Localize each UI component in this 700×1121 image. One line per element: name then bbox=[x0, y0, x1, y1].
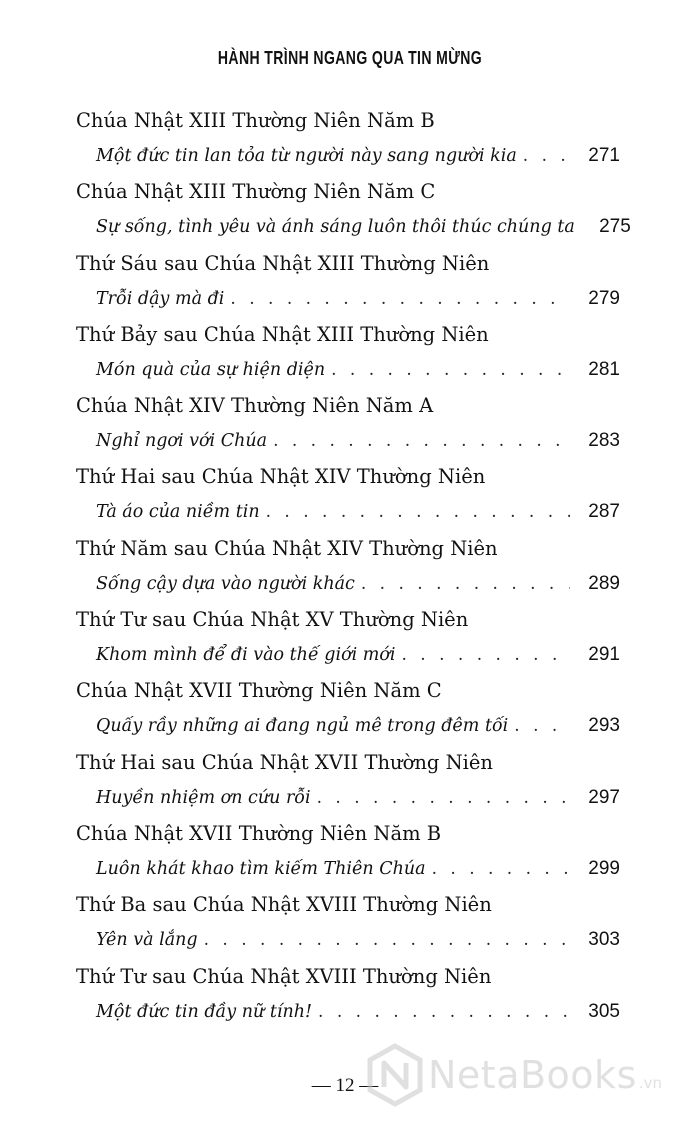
toc-entry-line bbox=[96, 355, 620, 385]
toc-entry-page: 281 bbox=[588, 358, 620, 380]
page-number: — 12 — bbox=[311, 1075, 379, 1096]
toc-entry bbox=[0, 106, 700, 177]
toc-entry bbox=[0, 249, 700, 320]
dot-leader bbox=[267, 431, 570, 451]
toc-entry-line bbox=[96, 212, 631, 242]
toc-entry-title: Thứ Hai sau Chúa Nhật XVII Thường Niên bbox=[76, 750, 493, 774]
toc-entry-line bbox=[96, 854, 620, 884]
toc-entry-line bbox=[96, 640, 620, 670]
toc-entry-line bbox=[96, 141, 620, 171]
toc-entry bbox=[0, 890, 700, 961]
toc-entry-page: 297 bbox=[588, 786, 620, 808]
toc-entry bbox=[0, 962, 700, 1033]
toc-entry-title: Thứ Năm sau Chúa Nhật XIV Thường Niên bbox=[76, 536, 498, 560]
toc-entry-line bbox=[96, 997, 620, 1027]
toc-entry-title: Chúa Nhật XIV Thường Niên Năm A bbox=[76, 394, 434, 418]
dot-leader bbox=[311, 788, 570, 808]
toc-entry-subtitle: Sống cậy dựa vào người khác bbox=[96, 573, 355, 594]
toc-entry-title: Thứ Ba sau Chúa Nhật XVIII Thường Niên bbox=[76, 893, 492, 917]
toc-entry-subtitle: Nghỉ ngơi với Chúa bbox=[96, 431, 268, 452]
toc-entry-title: Chúa Nhật XIII Thường Niên Năm B bbox=[76, 109, 435, 132]
toc-entry-line bbox=[96, 426, 620, 456]
toc-entry-subtitle: Tà áo của niềm tin bbox=[96, 502, 260, 523]
toc-entry-page: 293 bbox=[588, 715, 620, 737]
toc-entry bbox=[0, 177, 700, 248]
toc-entry-subtitle: Sự sống, tình yêu và ánh sáng luôn thôi thúc chúng ta bbox=[96, 217, 575, 238]
toc-entry-title: Thứ Tư sau Chúa Nhật XVIII Thường Niên bbox=[76, 964, 492, 988]
toc-entry bbox=[0, 605, 700, 676]
dot-leader bbox=[396, 645, 571, 665]
toc-entry-line bbox=[96, 569, 620, 599]
dot-leader bbox=[198, 930, 570, 950]
toc-entry-subtitle: Một đức tin đầy nữ tính! bbox=[96, 1001, 313, 1022]
watermark-brand: NetaBooks bbox=[428, 1053, 637, 1097]
toc-entry-subtitle: Quấy rầy những ai đang ngủ mê trong đêm tối bbox=[96, 716, 509, 737]
toc-entry-line bbox=[96, 925, 620, 955]
toc-entry bbox=[0, 748, 700, 819]
toc-entry-page: 305 bbox=[588, 1000, 620, 1022]
toc-entry-line bbox=[96, 783, 620, 813]
toc-entry bbox=[0, 462, 700, 533]
watermark bbox=[366, 1040, 662, 1110]
toc-entry-line bbox=[96, 711, 620, 741]
toc-entry-subtitle: Món quà của sự hiện diện bbox=[96, 359, 326, 380]
dot-leader bbox=[325, 360, 570, 380]
toc-entry-title: Thứ Sáu sau Chúa Nhật XIII Thường Niên bbox=[76, 251, 490, 275]
dot-leader bbox=[517, 146, 570, 166]
running-header: HÀNH TRÌNH NGANG QUA TIN MỪNG bbox=[217, 48, 483, 68]
toc-entry-subtitle: Một đức tin lan tỏa từ người này sang người kia bbox=[96, 146, 517, 166]
dot-leader bbox=[260, 502, 570, 522]
toc-entry-line bbox=[96, 497, 620, 527]
toc-entry bbox=[0, 676, 700, 747]
toc-entry-subtitle: Yên và lắng bbox=[96, 930, 198, 951]
toc-entry-title: Chúa Nhật XIII Thường Niên Năm C bbox=[76, 180, 436, 204]
hexagon-n-logo-icon bbox=[366, 1043, 424, 1107]
toc-entry bbox=[0, 320, 700, 391]
toc-entry-page: 275 bbox=[599, 216, 631, 238]
toc-entry-page: 289 bbox=[588, 572, 620, 594]
watermark-tld: .vn bbox=[638, 1074, 663, 1092]
toc-entry-subtitle: Khom mình để đi vào thế giới mới bbox=[96, 645, 396, 666]
toc-entry-page: 279 bbox=[588, 287, 620, 309]
toc-entry bbox=[0, 391, 700, 462]
table-of-contents bbox=[0, 106, 700, 1033]
toc-entry-line bbox=[96, 284, 620, 314]
toc-entry-page: 283 bbox=[588, 430, 620, 452]
toc-entry-title: Chúa Nhật XVII Thường Niên Năm C bbox=[76, 679, 442, 703]
toc-entry-page: 299 bbox=[588, 857, 620, 879]
toc-entry-title: Thứ Tư sau Chúa Nhật XV Thường Niên bbox=[76, 608, 469, 632]
toc-entry-title: Chúa Nhật XVII Thường Niên Năm B bbox=[76, 821, 442, 845]
toc-entry bbox=[0, 534, 700, 605]
toc-entry-subtitle: Luôn khát khao tìm kiếm Thiên Chúa bbox=[96, 858, 426, 879]
toc-entry-title: Thứ Hai sau Chúa Nhật XIV Thường Niên bbox=[76, 465, 486, 489]
dot-leader bbox=[312, 1002, 570, 1022]
toc-entry-title: Thứ Bảy sau Chúa Nhật XIII Thường Niên bbox=[76, 322, 489, 346]
toc-entry-page: 287 bbox=[588, 501, 620, 523]
toc-entry bbox=[0, 819, 700, 890]
dot-leader bbox=[355, 574, 570, 594]
toc-entry-subtitle: Trỗi dậy mà đi bbox=[96, 288, 225, 309]
dot-leader bbox=[508, 716, 570, 736]
toc-entry-page: 303 bbox=[588, 929, 620, 951]
dot-leader bbox=[426, 859, 570, 879]
toc-entry-page: 291 bbox=[588, 644, 620, 666]
dot-leader bbox=[224, 289, 570, 309]
toc-entry-page: 271 bbox=[588, 145, 620, 166]
toc-entry-subtitle: Huyền nhiệm ơn cứu rỗi bbox=[96, 787, 311, 808]
